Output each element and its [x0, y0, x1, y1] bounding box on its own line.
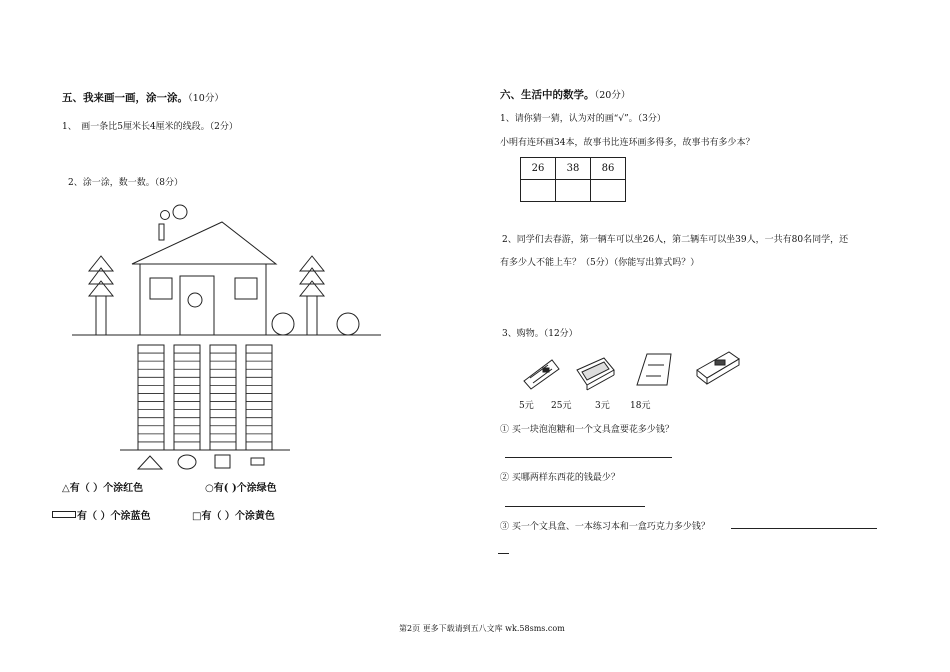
pencil-case-icon — [577, 358, 614, 390]
question-guess-text: 小明有连环画34本，故事书比连环画多得多，故事书有多少本？ — [500, 138, 755, 148]
exercise-book-icon — [637, 354, 671, 385]
question-shopping: 3、购物。（12分） — [502, 329, 578, 339]
option-cell[interactable]: 38 — [556, 158, 591, 180]
answer-line-3-continued[interactable] — [498, 553, 509, 554]
answer-line-1[interactable] — [505, 457, 672, 458]
question-spring-trip-line1: 2、同学们去春游，第一辆车可以坐26人，第二辆车可以坐39人，一共有80名同学，还 — [502, 235, 849, 245]
shopping-question-3: ③ 买一个文具盒、一本练习本和一盒巧克力多少钱？ — [500, 522, 710, 532]
count-yellow-squares: □有（ ）个涂黄色 — [192, 511, 275, 522]
section-six-title: 六、生活中的数学。（20分） — [500, 89, 631, 101]
shopping-question-1: ① 买一块泡泡糖和一个文具盒要花多少钱？ — [500, 425, 674, 435]
count-red-triangles: △有（ ）个涂红色 — [62, 483, 144, 494]
bubble-gum-icon — [524, 360, 559, 389]
chocolate-box-icon — [697, 352, 739, 384]
question-guess: 1、请你猜一猜，认为对的画“√”。（3分） — [500, 114, 666, 124]
page-footer: 第2页 更多下载请到五八文库 wk.58sms.com — [399, 624, 565, 633]
price-bubble-gum: 5元 — [519, 401, 534, 411]
question-color-count: 2、涂一涂，数一数。（8分） — [68, 178, 183, 188]
price-chocolate-box: 18元 — [630, 401, 651, 411]
count-blue-rectangles: 有（ ）个涂蓝色 — [77, 511, 151, 522]
option-cell[interactable]: 26 — [521, 158, 556, 180]
answer-line-3[interactable] — [731, 528, 877, 529]
question-draw-line: 1、 画一条比5厘米长4厘米的线段。（2分） — [62, 122, 238, 132]
price-exercise-book: 3元 — [595, 401, 610, 411]
option-cell[interactable]: 86 — [591, 158, 626, 180]
count-green-circles: ○有( )个涂绿色 — [205, 483, 277, 494]
shopping-question-2: ② 买哪两样东西花的钱最少？ — [500, 473, 620, 483]
section-five-title: 五、我来画一画，涂一涂。（10分） — [62, 92, 224, 104]
answer-line-2[interactable] — [505, 506, 645, 507]
price-pencil-case: 25元 — [551, 401, 572, 411]
question-spring-trip-line2: 有多少人不能上车？（5分）（你能写出算式吗？） — [500, 258, 700, 268]
